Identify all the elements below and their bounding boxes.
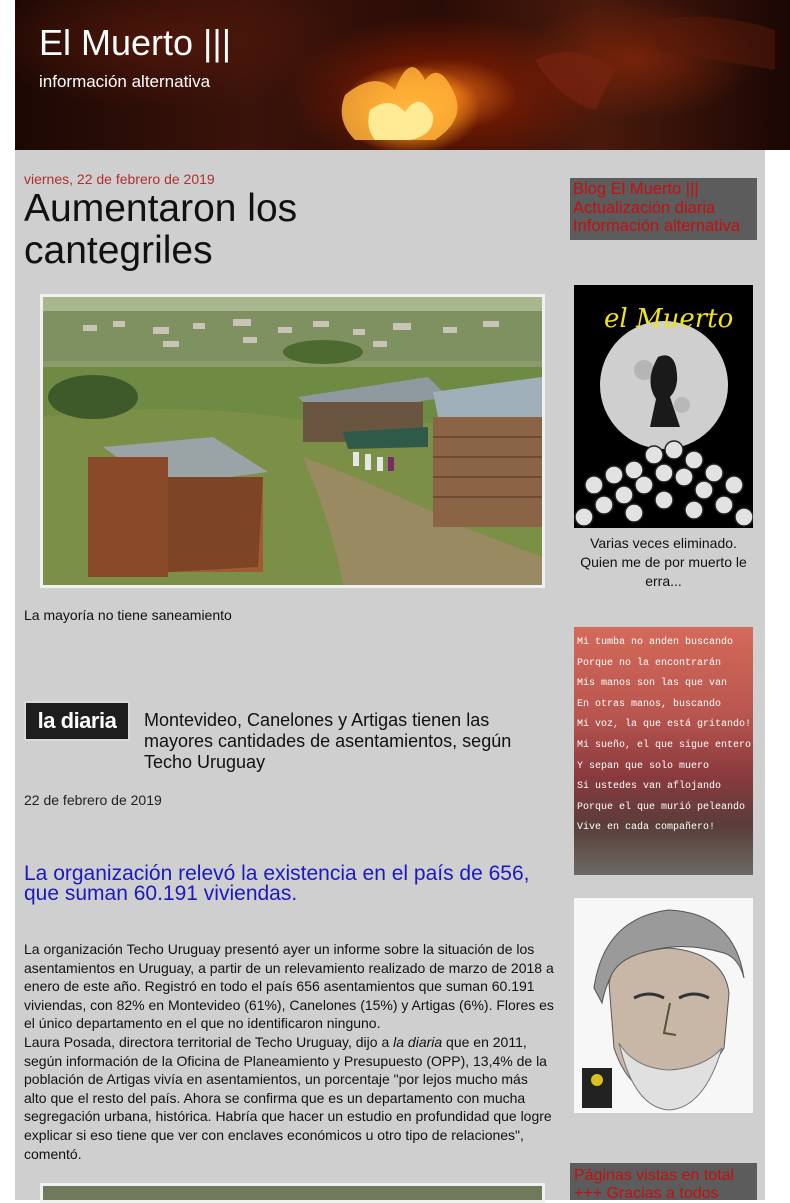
poem-line: En otras manos, buscando [577,698,722,710]
article-headline[interactable]: Montevideo, Canelones y Artigas tienen las mayores cantidades de asentamientos, según Techo Uruguay [144,710,512,772]
logo-text: el Muerto [604,304,734,334]
settlement-photo [40,294,545,588]
poem-image[interactable] [574,627,753,875]
article-lead: La organización relevó la existencia en el país de 656, que suman 60.191 viviendas. [24,862,530,905]
la-diaria-logo[interactable]: la diaria [24,701,130,741]
article-body [24,940,554,1163]
post-date: viernes, 22 de febrero de 2019 [24,171,215,187]
sidebar-pageviews-title: Páginas vistas en total +++ Gracias a todos [570,1163,757,1200]
paragraph-text: que en 2011, según información de la Oficina de Planeamiento y Presupuesto (OPP), 13,4% de la población de Artigas vivía en asentamientos, un porcentaje "por lejos mucho más alto que el resto del país. Ahora se confirma que es un departamento con mucha segregación urbana, histórica. Habría que hacer un estudio en profundidad que logre explicar si eso tiene que ver con enclaves económicos u otro tipo de relaciones", comentó. [24,1033,552,1162]
portrait-image[interactable] [574,898,753,1113]
site-title[interactable]: El Muerto ||| [39,22,232,63]
poem-line: Mi voz, la que está gritando! [577,719,752,731]
poem-line: Mi sueño, el que sigue entero [577,739,752,751]
settlement-illustration [43,297,542,585]
article-paragraph-1: La organización Techo Uruguay presentó ayer un informe sobre la situación de los asentamientos en Uruguay, a partir de un relevamiento realizado de marzo de 2018 a enero de este año. Registró en todo el país 656 asentamientos que suman 60.191 viviendas, con 82% en Montevideo (61%), Canelones (15%) y Artigas (6%). Flores es el único departamento en el que no identificaron ninguno. [24,941,554,1032]
old-man-portrait-illustration [574,898,753,1113]
poem-line: Si ustedes van aflojando [577,781,722,793]
sidebar-line: Blog El Muerto ||| [573,180,699,198]
article-paragraph-2 [24,1033,554,1163]
poem-line: Porque no la encontrarán [577,657,722,669]
photo-caption: La mayoría no tiene saneamiento [24,607,232,623]
poem-line: Y sepan que solo muero [577,760,710,772]
post-title[interactable]: Aumentaron los cantegriles [24,187,298,272]
sidebar-blog-title [570,178,757,240]
poem-text [577,633,753,839]
article-date: 22 de febrero de 2019 [24,792,162,808]
paragraph-text: Laura Posada, directora territorial de Techo Uruguay, dijo a [24,1033,394,1050]
sidebar-line: Actualización diaria [573,198,716,217]
poem-line: Porque el que murió peleando [577,801,746,813]
blog-header [15,0,790,150]
el-muerto-logo-image[interactable] [574,285,753,528]
newspaper-name: la diaria [393,1033,443,1050]
sidebar-line: Información alternativa [573,217,740,235]
second-photo [40,1183,545,1203]
page-margin [765,150,790,1200]
sidebar-caption: Varias veces eliminado. Quien me de por muerto le erra... [580,535,747,589]
poem-line: Mi tumba no anden buscando [577,637,734,648]
site-description: información alternativa [39,72,211,91]
poem-line: Vive en cada compañero! [577,822,716,834]
poem-line: Mis manos son las que van [577,678,728,690]
moon-skulls-illustration [574,285,753,528]
